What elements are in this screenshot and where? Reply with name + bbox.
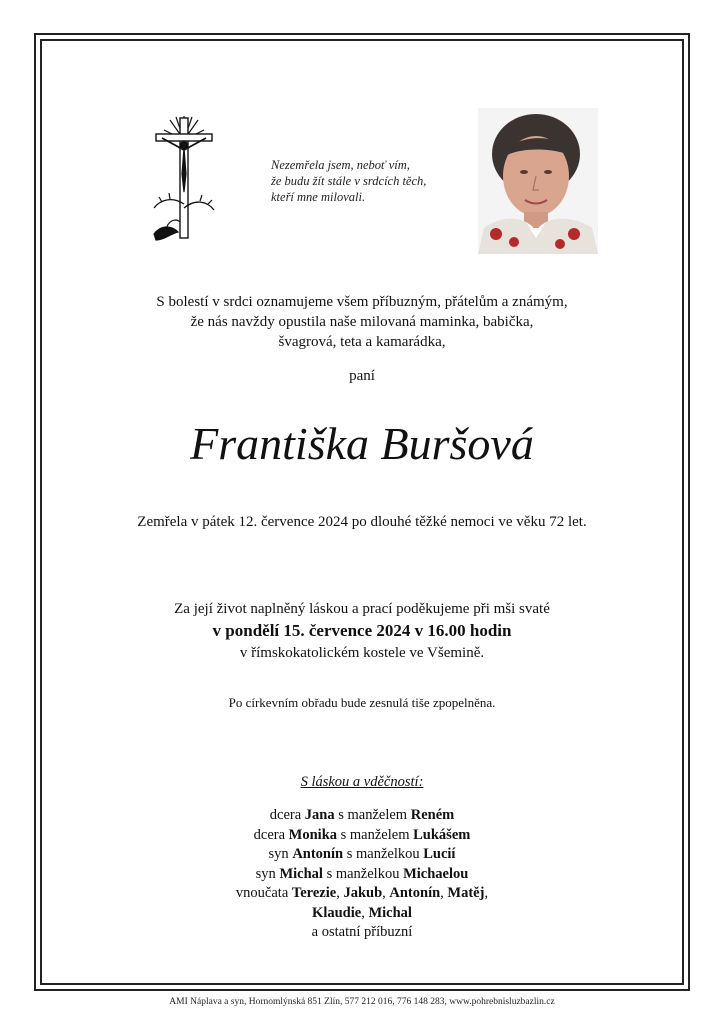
mourner-relation: ,	[382, 885, 390, 901]
crucifix-icon	[148, 112, 220, 250]
announcement-line: švagrová, teta a kamarádka,	[278, 334, 446, 350]
mourner-name: Michaelou	[403, 865, 469, 882]
deceased-name: Františka Buršová	[190, 418, 534, 469]
mourner-relation: a ostatní příbuzní	[311, 924, 413, 940]
honorific: paní	[349, 368, 375, 384]
mourner-relation: ,	[361, 904, 369, 921]
love-heading-text: S láskou a vděčností:	[300, 774, 424, 790]
ceremony-place: v římskokatolickém kostele ve Všemině.	[239, 645, 485, 661]
announcement-line: S bolestí v srdci oznamujeme všem příbuzným, přátelům a známým,	[156, 294, 568, 310]
mourner-name: Monika	[288, 826, 338, 843]
mourner-name: Lukášem	[413, 826, 471, 843]
mourners-list	[40, 806, 684, 943]
mourner-name: Antonín	[389, 885, 441, 901]
funeral-service-footer: AMI Náplava a syn, Hornomlýnská 851 Zlín, 577 212 016, 776 148 283, www.pohrebnisluzbazlin.cz	[169, 997, 555, 1007]
quote-line: kteří mne milovali.	[271, 190, 366, 204]
mourner-relation: ,	[484, 885, 489, 901]
mourner-line	[40, 865, 684, 885]
mourner-relation: syn	[268, 846, 293, 862]
mourner-name: Jakub	[343, 885, 383, 901]
mourner-line	[40, 904, 684, 924]
announcement-line: že nás navždy opustila naše milovaná maminka, babička,	[190, 314, 534, 330]
mourner-relation: dcera	[269, 807, 305, 823]
ceremony-date-time: v pondělí 15. července 2024 v 16.00 hodin	[212, 621, 512, 640]
mourner-relation: syn	[255, 865, 280, 882]
mourner-line	[40, 845, 684, 865]
quote-line: že budu žít stále v srdcích těch,	[271, 174, 427, 188]
mourner-relation: dcera	[253, 826, 289, 843]
announcement	[40, 292, 684, 352]
mourner-name: Klaudie	[312, 904, 362, 921]
mourner-relation: ,	[440, 885, 448, 901]
cremation-note: Po církevním obřadu bude zesnulá tiše zpopelněna.	[228, 695, 496, 710]
mourner-line	[40, 826, 684, 846]
epitaph-quote	[271, 157, 481, 205]
love-heading	[40, 774, 684, 791]
mourner-name: Jana	[304, 807, 335, 823]
mourner-line	[40, 923, 684, 943]
mourner-line	[40, 884, 684, 904]
mourner-name: Antonín	[292, 846, 344, 862]
mourner-relation: s manželem	[337, 826, 414, 843]
ceremony-intro: Za její život naplněný láskou a prací poděkujeme při mši svaté	[174, 601, 550, 617]
mourner-relation: s manželkou	[322, 865, 404, 882]
portrait-photo	[478, 108, 598, 254]
mourner-name: Terezie	[291, 885, 337, 901]
quote-line: Nezemřela jsem, neboť vím,	[271, 158, 410, 172]
mourner-name: Michal	[368, 904, 412, 921]
mourner-name: Lucií	[423, 846, 456, 862]
mourner-relation: s manželkou	[343, 846, 424, 862]
mourner-name: Matěj	[447, 885, 485, 901]
mourner-name: Reném	[410, 807, 455, 823]
death-notice: Zemřela v pátek 12. července 2024 po dlouhé těžké nemoci ve věku 72 let.	[137, 514, 587, 530]
mourner-relation: vnoučata	[235, 885, 292, 901]
ceremony-info	[40, 598, 684, 664]
mourner-line	[40, 806, 684, 826]
mourner-relation: ,	[336, 885, 344, 901]
mourner-name: Michal	[279, 865, 323, 882]
mourner-relation: s manželem	[334, 807, 411, 823]
